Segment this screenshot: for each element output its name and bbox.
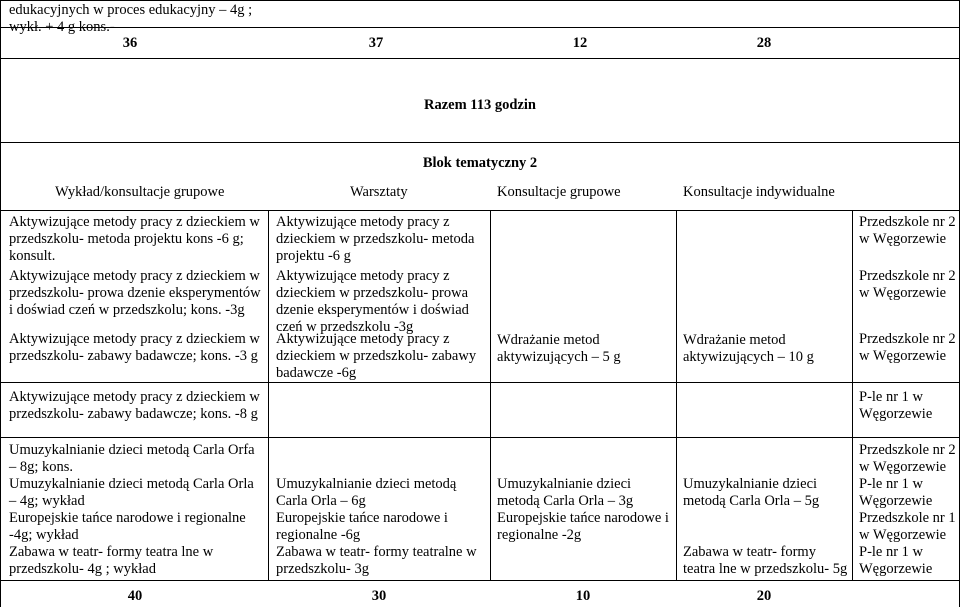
- s2-col2-item-2: Europejskie tańce narodowe i regionalne -6g: [276, 510, 448, 544]
- s1-place-2: Przedszkole nr 2 w Węgorzewie: [859, 268, 956, 302]
- header-lectures: Wykład/konsultacje grupowe: [55, 184, 225, 200]
- column-line: [852, 210, 853, 580]
- top-fragment-line-2: wykł. + 4 g kons.-: [9, 19, 115, 36]
- total-group-1: 12: [572, 35, 588, 51]
- s2-col2-item-3: Zabawa w teatr- formy teatralne w przedszkolu- 3g: [276, 544, 477, 578]
- s2-col1-item-2: Umuzykalnianie dzieci metodą Carla Orla – 4g; wykład: [9, 476, 254, 510]
- total-workshops-2: 30: [371, 588, 387, 604]
- header-workshops: Warsztaty: [350, 184, 408, 200]
- s2-col4-item-1: Umuzykalnianie dzieci metodą Carla Orla – 5g: [683, 476, 820, 510]
- s1-col2-item-1: Aktywizujące metody pracy z dzieckiem w przedszkolu- metoda projektu -6 g: [276, 214, 475, 265]
- s2-col1-item-1: Umuzykalnianie dzieci metodą Carla Orfa – 8g; kons.: [9, 442, 255, 476]
- s1-col4-item: Wdrażanie metod aktywizujących – 10 g: [683, 332, 814, 366]
- total-lecture-1: 36: [122, 35, 138, 51]
- s1-col3-item: Wdrażanie metod aktywizujących – 5 g: [497, 332, 621, 366]
- s2-place-3: Przedszkole nr 1 w Węgorzewie: [859, 510, 956, 544]
- row-line: [0, 58, 960, 59]
- header-individual-consultations: Konsultacje indywidualne: [683, 184, 835, 200]
- s2-place-1: Przedszkole nr 2 w Węgorzewie: [859, 442, 956, 476]
- s1-col2-item-2: Aktywizujące metody pracy z dzieckiem w przedszkolu- prowa dzenie eksperymentów i doświad czeń w przedszkolu -3g: [276, 268, 469, 336]
- header-group-consultations: Konsultacje grupowe: [497, 184, 621, 200]
- s1-col1-item-1: Aktywizujące metody pracy z dzieckiem w przedszkolu- metoda projektu kons -6 g; konsult.: [9, 214, 260, 265]
- s2-place-2: P-le nr 1 w Węgorzewie: [859, 476, 933, 510]
- s1-col1-item-2: Aktywizujące metody pracy z dzieckiem w przedszkolu- prowa dzenie eksperymentów i doświad czeń w przedszkolu; kons. -3g: [9, 268, 261, 319]
- s2-col4-item-2: Zabawa w teatr- formy teatra lne w przedszkolu- 5g: [683, 544, 848, 578]
- column-line: [676, 210, 677, 580]
- s2-col1-item-3: Europejskie tańce narodowe i regionalne -4g; wykład: [9, 510, 246, 544]
- row-line: [0, 142, 960, 143]
- row-line: [0, 580, 960, 581]
- total-individual-2: 20: [756, 588, 772, 604]
- row-line: [0, 437, 960, 438]
- left-border: [0, 0, 1, 607]
- s1-col1-item-3: Aktywizujące metody pracy z dzieckiem w przedszkolu- zabawy badawcze; kons. -3 g: [9, 331, 260, 365]
- total-workshops-1: 37: [368, 35, 384, 51]
- s1-place-3: Przedszkole nr 2 w Węgorzewie: [859, 331, 956, 365]
- s2-col2-item-1: Umuzykalnianie dzieci metodą Carla Orla – 6g: [276, 476, 457, 510]
- s2-col1-item-4: Zabawa w teatr- formy teatra lne w przedszkolu- 4g ; wykład: [9, 544, 214, 578]
- total-hours: Razem 113 godzin: [424, 97, 536, 113]
- column-line: [490, 210, 491, 580]
- total-individual-1: 28: [756, 35, 772, 51]
- column-line: [268, 210, 269, 580]
- s2-place-4: P-le nr 1 w Węgorzewie: [859, 544, 933, 578]
- s1-col1-item-4: Aktywizujące metody pracy z dzieckiem w przedszkolu- zabawy badawcze; kons. -8 g: [9, 389, 260, 423]
- top-fragment-line-1: edukacyjnych w proces edukacyjny – 4g ;: [9, 2, 253, 18]
- top-fragment: [9, 2, 269, 36]
- total-lecture-2: 40: [127, 588, 143, 604]
- s1-col2-item-3: Aktywizujące metody pracy z dzieckiem w przedszkolu- zabawy badawcze -6g: [276, 331, 477, 382]
- block-title: Blok tematyczny 2: [422, 155, 538, 171]
- s1-place-1: Przedszkole nr 2 w Węgorzewie: [859, 214, 956, 248]
- total-group-2: 10: [575, 588, 591, 604]
- row-line: [0, 210, 960, 211]
- top-border: [0, 0, 960, 1]
- s2-col3-item-1: Umuzykalnianie dzieci metodą Carla Orla – 3g: [497, 476, 634, 510]
- s2-col3-item-2: Europejskie tańce narodowe i regionalne -2g: [497, 510, 669, 544]
- s1-place-4: P-le nr 1 w Węgorzewie: [859, 389, 933, 423]
